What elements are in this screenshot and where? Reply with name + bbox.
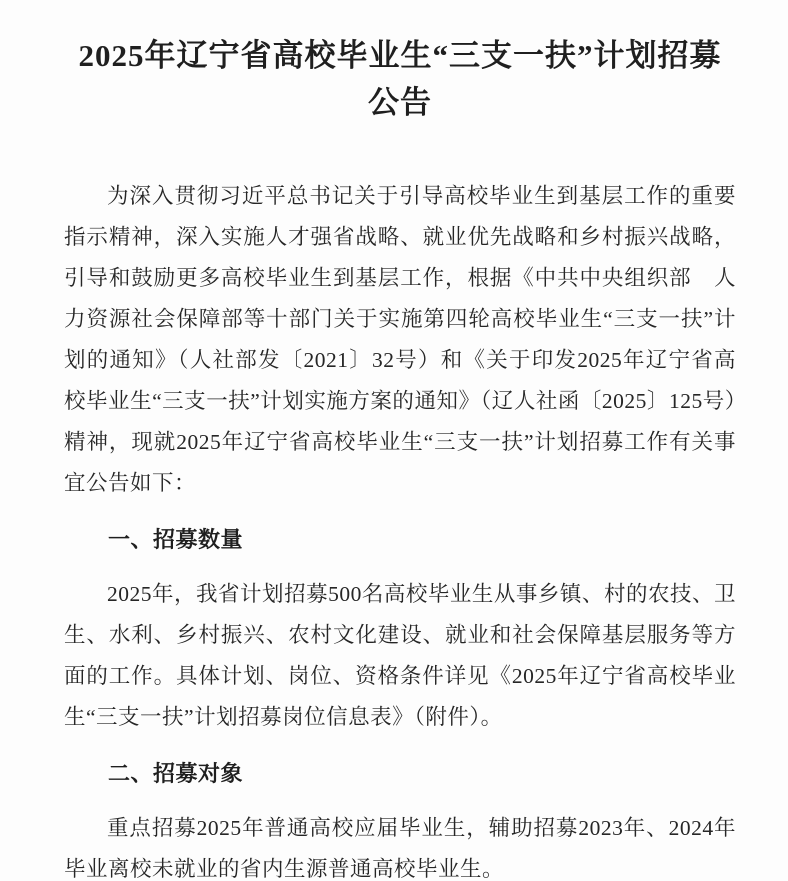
- document-title: 2025年辽宁省高校毕业生“三支一扶”计划招募公告: [78, 38, 722, 120]
- section-heading-recruitment-targets: 二、招募对象: [108, 761, 244, 786]
- section-paragraph-recruitment-targets: 重点招募2025年普通高校应届毕业生，辅助招募2023年、2024年毕业离校未就业的省内生源普通高校毕业生。: [64, 816, 736, 881]
- section-paragraph-recruitment-quantity: 2025年，我省计划招募500名高校毕业生从事乡镇、村的农技、卫生、水利、乡村振兴、农村文化建设、就业和社会保障基层服务等方面的工作。具体计划、岗位、资格条件详见《2025年辽宁省高校毕业生“三支一扶”计划招募岗位信息表》（附件）。: [64, 582, 736, 729]
- intro-paragraph: 为深入贯彻习近平总书记关于引导高校毕业生到基层工作的重要指示精神，深入实施人才强省战略、就业优先战略和乡村振兴战略，引导和鼓励更多高校毕业生到基层工作，根据《中共中央组织部 人力资源社会保障部等十部门关于实施第四轮高校毕业生“三支一扶”计划的通知》（人社部发〔2021〕32号）和《关于印发2025年辽宁省高校毕业生“三支一扶”计划实施方案的通知》（辽人社函〔2025〕125号）精神，现就2025年辽宁省高校毕业生“三支一扶”计划招募工作有关事宜公告如下：: [64, 184, 736, 495]
- section-heading-recruitment-quantity: 一、招募数量: [108, 527, 244, 552]
